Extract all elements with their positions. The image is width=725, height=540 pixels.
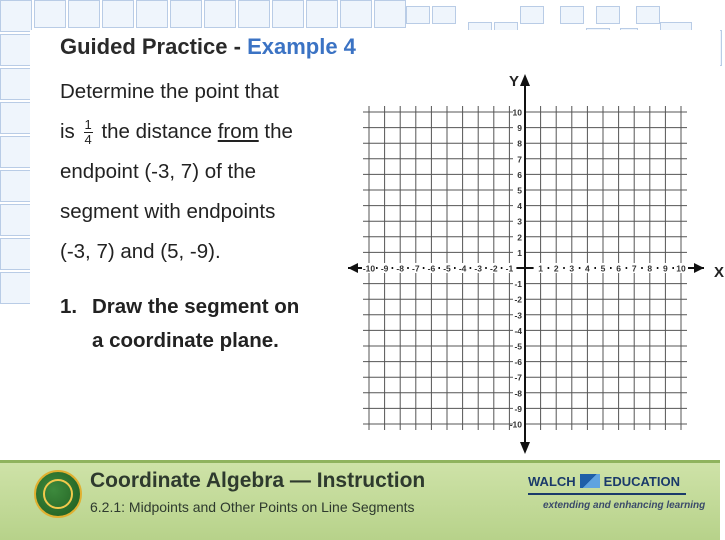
problem-line-2 <box>60 112 350 152</box>
x-tick-label: -8 <box>396 263 404 274</box>
y-tick-label: 9 <box>517 123 522 134</box>
brand-left: WALCH <box>528 474 576 489</box>
x-axis-arrow-right <box>694 263 704 273</box>
x-tick-label: -3 <box>474 263 482 274</box>
fraction-numerator: 1 <box>84 117 92 133</box>
problem-is: is <box>60 120 75 143</box>
problem-the: the <box>264 120 293 143</box>
step-line-2: a coordinate plane. <box>92 329 279 352</box>
brand-right: EDUCATION <box>603 474 680 489</box>
y-tick-label: -1 <box>514 279 522 290</box>
coordinate-plane <box>340 68 725 458</box>
y-tick-label: -8 <box>514 388 522 399</box>
walch-education-logo <box>528 474 688 496</box>
common-core-seal-icon <box>34 470 82 518</box>
y-tick-label: -4 <box>514 325 522 336</box>
step-1 <box>60 290 299 358</box>
x-axis-label: X <box>714 264 725 281</box>
y-tick-label: -9 <box>514 403 522 414</box>
fraction-denominator: 4 <box>84 132 92 148</box>
y-tick-label: 8 <box>517 138 522 149</box>
x-tick-label: 4 <box>585 263 590 274</box>
walch-logo-icon <box>580 474 600 488</box>
problem-line-3: endpoint (-3, 7) of the <box>60 160 257 183</box>
y-tick-label: 10 <box>512 107 522 118</box>
y-tick-label: -7 <box>514 372 522 383</box>
footer-divider <box>0 460 720 463</box>
step-line-1: Draw the segment on <box>92 295 300 318</box>
step-number: 1. <box>60 295 78 318</box>
x-tick-label: 2 <box>553 263 559 274</box>
problem-line-5: (-3, 7) and (5, -9). <box>60 240 221 263</box>
x-tick-label: 7 <box>631 263 637 274</box>
x-tick-label: -1 <box>505 263 514 274</box>
y-axis-arrow-down <box>520 442 530 454</box>
x-tick-label: 6 <box>616 263 621 274</box>
x-tick-label: -5 <box>443 263 451 274</box>
y-axis-label: Y <box>509 73 520 90</box>
title-prefix: Guided Practice - <box>60 34 248 59</box>
slide-title <box>60 34 356 60</box>
x-tick-label: -2 <box>490 263 498 274</box>
y-tick-label: 7 <box>517 154 522 165</box>
problem-from-underlined: from <box>217 120 259 143</box>
y-tick-label: 1 <box>517 247 522 258</box>
y-axis-arrow-up <box>520 74 530 86</box>
y-tick-label: -6 <box>514 357 522 368</box>
y-tick-label: -3 <box>514 310 522 321</box>
x-tick-label: -7 <box>412 263 420 274</box>
problem-the-distance: the distance <box>101 120 213 143</box>
problem-line-4: segment with endpoints <box>60 200 276 223</box>
x-tick-label: -6 <box>427 263 436 274</box>
brand-tagline: extending and enhancing learning <box>543 500 706 511</box>
course-title: Coordinate Algebra — Instruction <box>90 469 426 492</box>
y-tick-label: -2 <box>514 294 522 305</box>
x-tick-label: 8 <box>647 263 653 274</box>
x-tick-label: 5 <box>600 263 606 274</box>
x-axis-arrow-left <box>348 263 358 273</box>
x-tick-label: 10 <box>676 263 686 274</box>
lesson-title: 6.2.1: Midpoints and Other Points on Line Segments <box>90 499 415 515</box>
problem-statement <box>60 72 350 272</box>
y-tick-label: -10 <box>509 419 522 430</box>
x-tick-label: 3 <box>569 263 575 274</box>
y-tick-label: -5 <box>514 341 522 352</box>
x-tick-label: 9 <box>663 263 668 274</box>
y-tick-label: 5 <box>517 185 522 196</box>
fraction-one-quarter <box>84 118 93 147</box>
x-tick-label: -9 <box>380 263 389 274</box>
y-tick-label: 2 <box>517 232 522 243</box>
y-tick-label: 4 <box>517 201 522 212</box>
x-tick-label: -10 <box>362 263 376 274</box>
title-accent: Example 4 <box>247 34 356 59</box>
problem-line-1: Determine the point that <box>60 80 279 103</box>
y-tick-label: 6 <box>517 169 522 180</box>
x-tick-label: -4 <box>458 263 467 274</box>
y-tick-label: 3 <box>517 216 522 227</box>
x-tick-label: 1 <box>538 263 543 274</box>
